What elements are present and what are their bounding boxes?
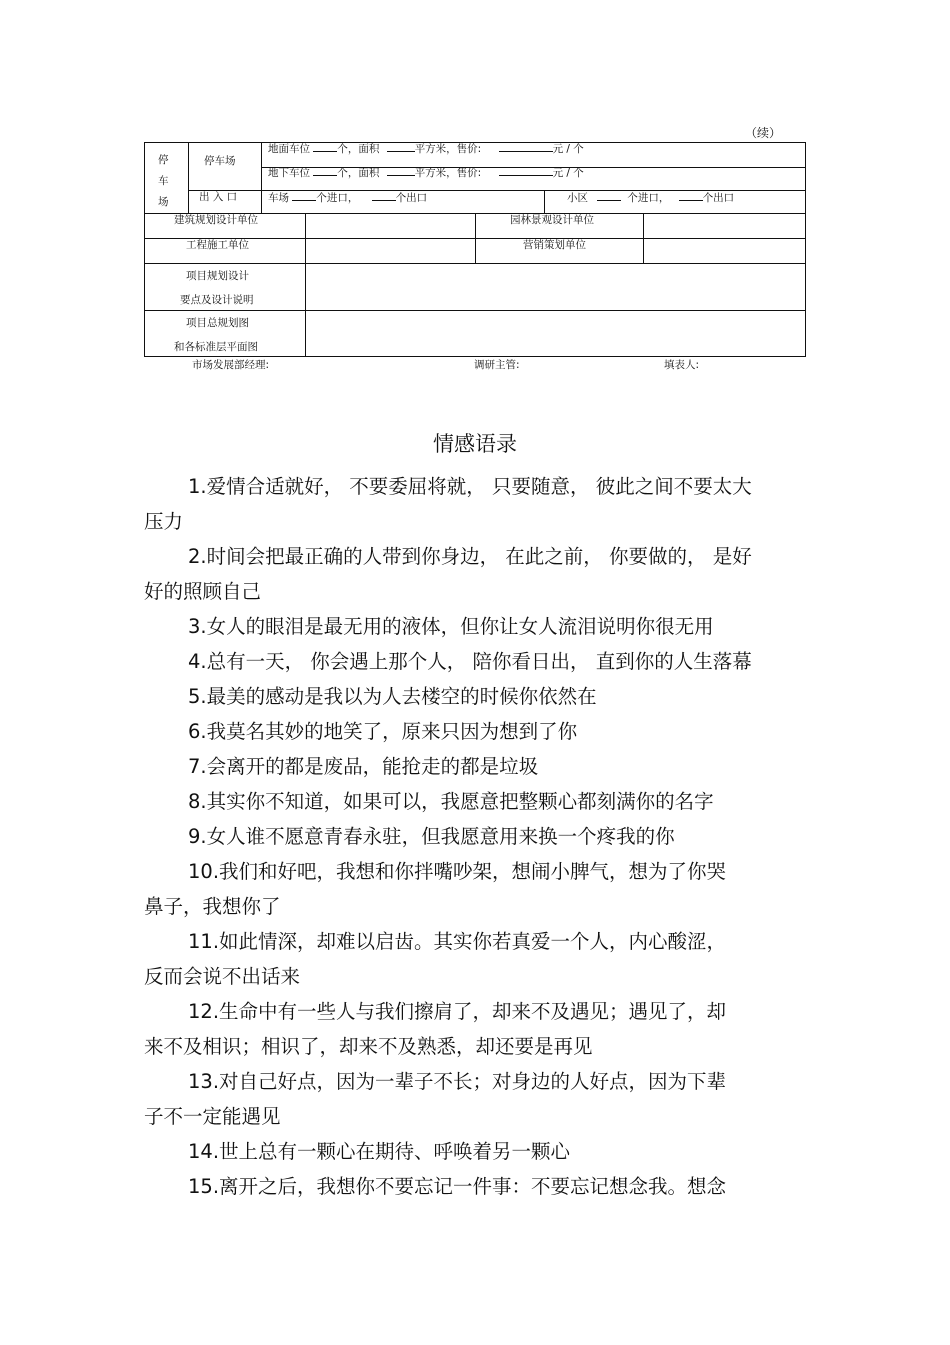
- quote-line: 14.世上总有一颗心在期待、呼唤着另一颗心: [188, 1140, 571, 1163]
- quote-item: [144, 749, 814, 784]
- vertical-char: 场: [158, 196, 169, 208]
- quote-item: [144, 609, 814, 644]
- blank-line: [313, 166, 337, 176]
- blank-line: [372, 191, 396, 201]
- blank-line: [499, 166, 553, 176]
- continued-label: （续）: [745, 126, 782, 140]
- quote-line: 鼻子，我想你了: [144, 895, 281, 918]
- quote-item: [144, 539, 814, 609]
- quote-item: [144, 469, 814, 539]
- unit-text: 平方米，售价:: [414, 143, 482, 155]
- filler-signature: 填表人:: [664, 359, 700, 371]
- quote-line: 好的照顾自己: [144, 580, 262, 603]
- blank-line: [597, 191, 621, 201]
- quote-line: 12.生命中有一些人与我们擦肩了，却来不及遇见；遇见了，却: [188, 1000, 727, 1023]
- table-border: [805, 142, 806, 357]
- landscape-design-unit-label: 园林景观设计单位: [510, 214, 594, 226]
- blank-line: [292, 191, 316, 201]
- blank-line: [499, 142, 553, 152]
- unit-text: 个出口: [395, 192, 428, 204]
- table-border: [188, 142, 189, 213]
- marketing-unit-label: 营销策划单位: [523, 239, 586, 251]
- community-label: 小区: [567, 192, 588, 204]
- market-manager-signature: 市场发展部经理:: [192, 359, 270, 371]
- underground-parking-row: [268, 166, 584, 180]
- unit-text: 平方米，售价:: [414, 167, 482, 179]
- table-border: [144, 263, 806, 264]
- quote-item: [144, 994, 814, 1064]
- quote-line: 4.总有一天， 你会遇上那个人， 陪你看日出， 直到你的人生落幕: [188, 650, 752, 673]
- table-border: [475, 213, 476, 263]
- unit-text: 元 / 个: [552, 167, 584, 179]
- research-supervisor-signature: 调研主管:: [474, 359, 520, 371]
- masterplan-label-line1: 项目总规划图: [186, 317, 249, 329]
- unit-text: 个，面积: [337, 143, 380, 155]
- quote-line: 子不一定能遇见: [144, 1105, 281, 1128]
- ground-parking-row: [268, 142, 584, 156]
- blank-line: [387, 166, 415, 176]
- quote-item: [144, 644, 814, 679]
- lot-label: 车场: [268, 192, 289, 204]
- quote-line: 反而会说不出话来: [144, 965, 301, 988]
- table-border: [144, 142, 145, 357]
- planning-label-line2: 要点及设计说明: [180, 294, 254, 306]
- quote-line: 10.我们和好吧，我想和你拌嘴吵架，想闹小脾气，想为了你哭: [188, 860, 727, 883]
- parking-vertical-label: [158, 150, 169, 213]
- underground-parking-label: 地下车位: [268, 167, 310, 179]
- quote-line: 来不及相识；相识了，却来不及熟悉，却还要是再见: [144, 1035, 593, 1058]
- quote-item: [144, 679, 814, 714]
- quote-line: 9.女人谁不愿意青春永驻，但我愿意用来换一个疼我的你: [188, 825, 675, 848]
- table-border: [261, 142, 262, 213]
- construction-unit-label: 工程施工单位: [186, 239, 249, 251]
- quote-line: 13.对自己好点，因为一辈子不长；对身边的人好点，因为下辈: [188, 1070, 727, 1093]
- quote-line: 1.爱情合适就好， 不要委屈将就， 只要随意， 彼此之间不要太大: [188, 475, 752, 498]
- community-entrance-row: [567, 191, 734, 205]
- unit-text: 个进口，: [627, 192, 670, 204]
- quote-line: 压力: [144, 510, 184, 533]
- blank-line: [387, 142, 415, 152]
- quote-item: [144, 819, 814, 854]
- quote-line: 3.女人的眼泪是最无用的液体，但你让女人流泪说明你很无用: [188, 615, 714, 638]
- quotes-title: 情感语录: [433, 432, 517, 456]
- quote-line: 11.如此情深，却难以启齿。其实你若真爱一个人，内心酸涩，: [188, 930, 727, 953]
- quote-line: 5.最美的感动是我以为人去楼空的时候你依然在: [188, 685, 597, 708]
- quote-line: 7.会离开的都是废品，能抢走的都是垃圾: [188, 755, 539, 778]
- vertical-char: 车: [158, 175, 169, 187]
- unit-text: 元 / 个: [552, 143, 584, 155]
- quote-line: 8.其实你不知道，如果可以，我愿意把整颗心都刻满你的名字: [188, 790, 714, 813]
- arch-design-unit-label: 建筑规划设计单位: [174, 214, 258, 226]
- quote-item: [144, 1169, 814, 1204]
- parking-lot-label: 停车场: [204, 155, 236, 167]
- project-info-table: [144, 142, 806, 357]
- lot-entrance-row: [268, 191, 427, 205]
- quote-line: 2.时间会把最正确的人带到你身边， 在此之前， 你要做的， 是好: [188, 545, 752, 568]
- ground-parking-label: 地面车位: [268, 143, 310, 155]
- quote-line: 6.我莫名其妙的地笑了，原来只因为想到了你: [188, 720, 578, 743]
- quote-item: [144, 1134, 814, 1169]
- table-border: [544, 190, 545, 213]
- quote-item: [144, 854, 814, 924]
- blank-line: [313, 142, 337, 152]
- table-border: [305, 213, 306, 357]
- unit-text: 个出口: [702, 192, 735, 204]
- quote-item: [144, 784, 814, 819]
- masterplan-label-line2: 和各标准层平面图: [174, 341, 258, 353]
- quote-item: [144, 1064, 814, 1134]
- vertical-char: 停: [158, 154, 169, 166]
- table-border: [643, 213, 644, 263]
- planning-label-line1: 项目规划设计: [186, 270, 249, 282]
- unit-text: 个，面积: [337, 167, 380, 179]
- table-border: [144, 310, 806, 311]
- quote-item: [144, 924, 814, 994]
- blank-line: [679, 191, 703, 201]
- quote-line: 15.离开之后，我想你不要忘记一件事：不要忘记想念我。想念: [188, 1175, 727, 1198]
- unit-text: 个进口，: [316, 192, 359, 204]
- entrance-label: 出 入 口: [199, 191, 238, 203]
- quote-item: [144, 714, 814, 749]
